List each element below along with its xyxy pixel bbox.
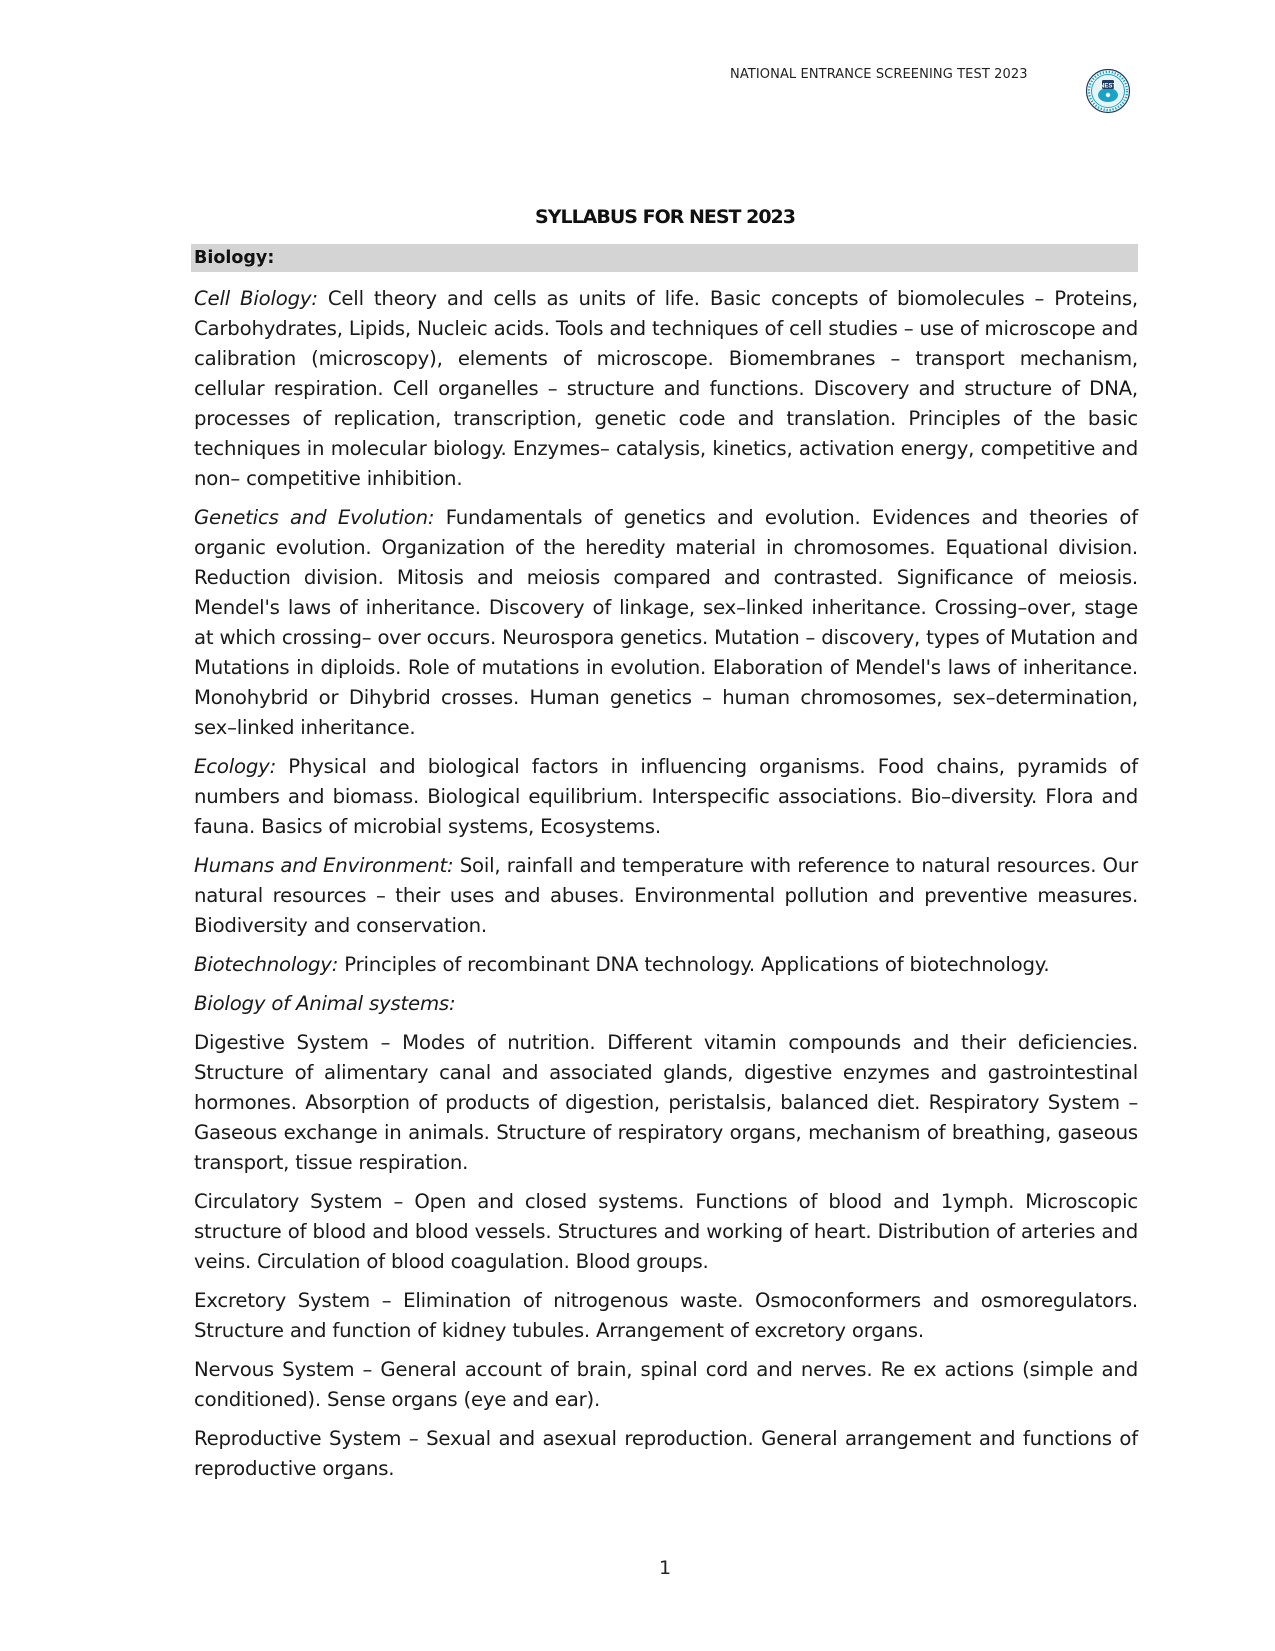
paragraph-biotechnology bbox=[194, 950, 1138, 980]
nest-emblem-icon bbox=[1085, 68, 1131, 114]
paragraph-lead: Humans and Environment: bbox=[194, 854, 454, 877]
paragraph-cell-biology bbox=[194, 284, 1138, 494]
paragraph-lead: Biotechnology: bbox=[194, 953, 339, 976]
paragraph-text: Reproductive System – Sexual and asexual reproduction. General arrangement and functions of reproductive organs. bbox=[194, 1427, 1138, 1480]
paragraph-text: Soil, rainfall and temperature with reference to natural resources. Our natural resources – their uses and abuses. Environmental pollution and preventive measures. Biodiversity and conservation. bbox=[194, 854, 1139, 937]
paragraph-genetics-evolution bbox=[194, 503, 1138, 743]
running-header-title: NATIONAL ENTRANCE SCREENING TEST 2023 bbox=[730, 67, 1028, 82]
syllabus-content bbox=[191, 244, 1138, 1493]
paragraph-text: Cell theory and cells as units of life. Basic concepts of biomolecules – Proteins, Carbohydrates, Lipids, Nucleic acids. Tools and techniques of cell studies – use of microscope and calibration (microscopy), elements of microscope. Biomembranes – transport mechanism, cellular respiration. Cell organelles – structure and functions. Discovery and structure of DNA, processes of replication, transcription, genetic code and translation. Principles of the basic techniques in molecular biology. Enzymes– catalysis, kinetics, activation energy, competitive and non– competitive inhibition. bbox=[194, 287, 1138, 490]
paragraph-digestive-respiratory bbox=[194, 1028, 1138, 1178]
page-number: 1 bbox=[658, 1557, 672, 1579]
paragraph-lead: Ecology: bbox=[194, 755, 277, 778]
paragraph-animal-systems-heading bbox=[194, 989, 1138, 1019]
paragraph-lead: Cell Biology: bbox=[194, 287, 318, 310]
paragraph-text: Digestive System – Modes of nutrition. Different vitamin compounds and their deficiencies. Structure of alimentary canal and associated glands, digestive enzymes and gastrointestinal hormones. Absorption of products of digestion, peristalsis, balanced diet. Respiratory System – Gaseous exchange in animals. Structure of respiratory organs, mechanism of breathing, gaseous transport, tissue respiration. bbox=[194, 1031, 1138, 1174]
paragraph-text: Physical and biological factors in influencing organisms. Food chains, pyramids of numbers and biomass. Biological equilibrium. Interspecific associations. Bio–diversity. Flora and fauna. Basics of microbial systems, Ecosystems. bbox=[194, 755, 1138, 838]
paragraph-nervous bbox=[194, 1355, 1138, 1415]
paragraph-circulatory bbox=[194, 1187, 1138, 1277]
paragraph-text: Principles of recombinant DNA technology. Applications of biotechnology. bbox=[338, 953, 1050, 976]
paragraph-text: Nervous System – General account of brain, spinal cord and nerves. Re ex actions (simple and conditioned). Sense organs (eye and ear). bbox=[194, 1358, 1138, 1411]
paragraph-text: Circulatory System – Open and closed systems. Functions of blood and 1ymph. Microscopic structure of blood and blood vessels. Structures and working of heart. Distribution of arteries and veins. Circulation of blood coagulation. Blood groups. bbox=[194, 1190, 1138, 1273]
paragraph-text: Fundamentals of genetics and evolution. Evidences and theories of organic evolution. Organization of the heredity material in chromosomes. Equational division. Reduction division. Mitosis and meiosis compared and contrasted. Significance of meiosis. Mendel's laws of inheritance. Discovery of linkage, sex–linked inheritance. Crossing–over, stage at which crossing– over occurs. Neurospora genetics. Mutation – discovery, types of Mutation and Mutations in diploids. Role of mutations in evolution. Elaboration of Mendel's laws of inheritance. Monohybrid or Dihybrid crosses. Human genetics – human chromosomes, sex–determination, sex–linked inheritance. bbox=[194, 506, 1138, 739]
svg-text:NEST: NEST bbox=[1099, 83, 1117, 90]
document-title: SYLLABUS FOR NEST 2023 bbox=[535, 206, 795, 228]
section-heading-biology: Biology: bbox=[191, 244, 1138, 272]
paragraph-text: Excretory System – Elimination of nitrogenous waste. Osmoconformers and osmoregulators. Structure and function of kidney tubules. Arrangement of excretory organs. bbox=[194, 1289, 1138, 1342]
paragraph-excretory bbox=[194, 1286, 1138, 1346]
paragraph-reproductive bbox=[194, 1424, 1138, 1484]
paragraph-ecology bbox=[194, 752, 1138, 842]
paragraph-lead: Genetics and Evolution: bbox=[194, 506, 435, 529]
paragraph-humans-environment bbox=[194, 851, 1138, 941]
paragraph-lead: Biology of Animal systems: bbox=[194, 992, 456, 1015]
